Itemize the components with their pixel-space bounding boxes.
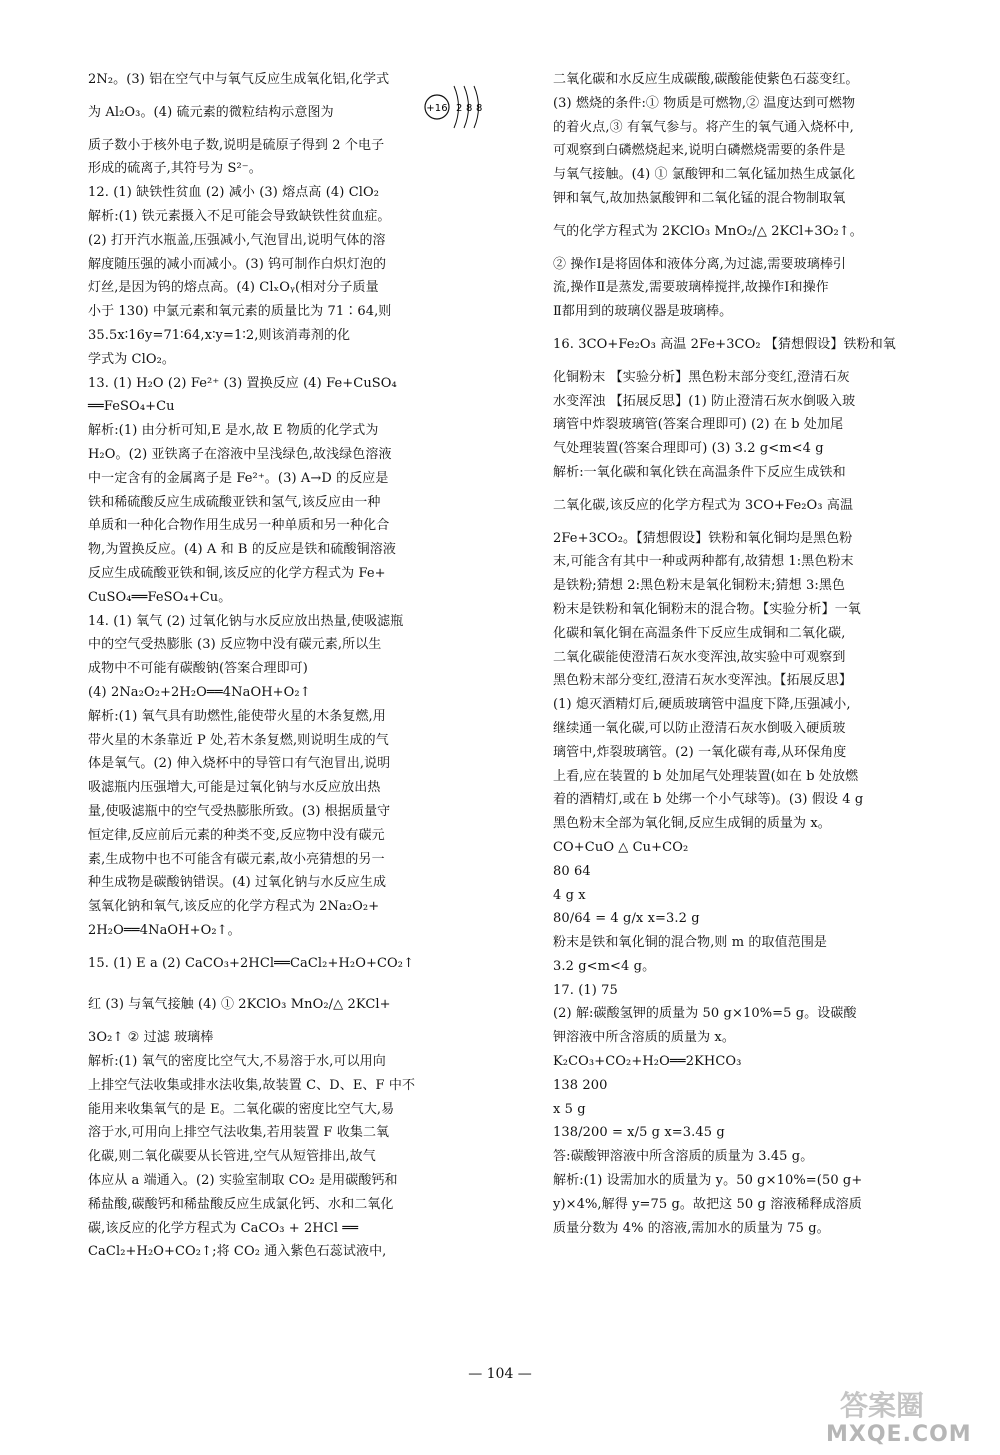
page-number: — 104 — (468, 1366, 532, 1382)
electron-count: 8 (466, 102, 473, 114)
left-line-47: CaCl₂+H₂O+CO₂↑;将 CO₂ 通入紫色石蕊试液中, (88, 1244, 387, 1260)
left-line-39: 解析:(1) 氧气的密度比空气大,不易溶于水,可以用向 (88, 1054, 386, 1070)
left-line-16: 中一定含有的金属离子是 Fe²⁺。(3) A→D 的反应是 (88, 470, 389, 486)
right-line-8: 流,操作Ⅱ是蒸发,需要玻璃棒搅拌,故操作Ⅰ和操作 (553, 280, 829, 296)
left-line-34: 氢氧化钠和氧气,该反应的化学方程式为 2Na₂O₂+ (88, 899, 380, 915)
left-line-0: 2N₂。(3) 铝在空气中与氧气反应生成氧化铝,化学式 (88, 72, 390, 87)
left-line-4: 12. (1) 缺铁性贫血 (2) 减小 (3) 熔点高 (4) ClO₂ (88, 185, 380, 201)
left-line-36: 15. (1) E a (2) CaCO₃+2HCl══CaCl₂+H₂O+CO₂↑ (88, 955, 415, 971)
left-line-22: 14. (1) 氧气 (2) 过氧化钠与水反应放出热量,使吸滤瓶 (88, 613, 404, 629)
right-line-21: 化碳和氧化铜在高温条件下反应生成铜和二氧化碳, (553, 625, 846, 641)
right-line-43: 答:碳酸钾溶液中所含溶质的质量为 3.45 g。 (553, 1149, 814, 1165)
right-line-32: 4 g x (553, 887, 586, 903)
right-line-5: 钾和氧气,故加热氯酸钾和二氧化锰的混合物制取氧 (553, 190, 846, 206)
left-line-11: 学式为 ClO₂。 (88, 351, 176, 367)
right-line-46: 质量分数为 4% 的溶液,需加水的质量为 75 g。 (553, 1220, 830, 1236)
left-line-31: 恒定律,反应前后元素的种类不变,反应物中没有碳元 (88, 827, 385, 843)
left-line-10: 35.5x∶16y=71∶64,x∶y=1∶2,则该消毒剂的化 (88, 327, 351, 343)
right-line-37: (2) 解:碳酸氢钾的质量为 50 g×10%=5 g。设碳酸 (553, 1006, 857, 1022)
left-line-8: 灯丝,是因为钨的熔点高。(4) ClₓOᵧ(相对分子质量 (88, 280, 379, 296)
left-line-30: 量,使吸滤瓶中的空气受热膨胀所致。(3) 根据质量守 (88, 803, 391, 819)
right-line-29: 黑色粉末全部为氧化铜,反应生成铜的质量为 x。 (553, 816, 831, 832)
right-line-42: 138/200 = x/5 g x=3.45 g (553, 1125, 725, 1141)
left-line-6: (2) 打开汽水瓶盖,压强减小,气泡冒出,说明气体的溶 (88, 232, 386, 248)
right-line-4: 与氧气接触。(4) ① 氯酸钾和二氧化锰加热生成氯化 (553, 167, 856, 183)
right-line-38: 钾溶液中所含溶质的质量为 x。 (553, 1030, 735, 1046)
left-line-3: 形成的硫离子,其符号为 S²⁻。 (88, 161, 262, 177)
left-line-41: 能用来收集氧气的是 E。二氧化碳的密度比空气大,易 (88, 1101, 395, 1117)
right-line-26: 璃管中,炸裂玻璃管。(2) 一氧化碳有毒,从环保角度 (553, 744, 847, 760)
right-line-20: 粉末是铁粉和氧化铜粉末的混合物。【实验分析】一氧 (553, 601, 861, 617)
left-line-13: ══FeSO₄+Cu (88, 399, 175, 415)
right-line-9: Ⅱ都用到的玻璃仪器是玻璃棒。 (553, 304, 733, 320)
right-line-36: 17. (1) 75 (553, 982, 618, 998)
right-line-28: 着的酒精灯,或在 b 处绑一个小气球等)。(3) 假设 4 g (553, 792, 864, 808)
right-line-35: 3.2 g<m<4 g。 (553, 958, 656, 974)
right-line-19: 是铁粉;猜想 2:黑色粉末是氧化铜粉末;猜想 3:黑色 (553, 578, 846, 594)
right-line-3: 可观察到白磷燃烧起来,说明白磷燃烧需要的条件是 (553, 143, 846, 159)
left-line-33: 种生成物是碳酸钠错误。(4) 过氧化钠与水反应生成 (88, 875, 387, 891)
right-line-6: 气的化学方程式为 2KClO₃ MnO₂/△ 2KCl+3O₂↑。 (553, 223, 863, 239)
right-line-34: 粉末是铁和氧化铜的混合物,则 m 的取值范围是 (553, 935, 828, 951)
right-line-16: 二氧化碳,该反应的化学方程式为 3CO+Fe₂O₃ 高温 (553, 497, 854, 513)
right-line-44: 解析:(1) 设需加水的质量为 y。50 g×10%=(50 g+ (553, 1173, 863, 1189)
electron-count: 2 (456, 102, 463, 114)
left-line-42: 溶于水,可用向上排空气法收集,若用装置 F 收集二氧 (88, 1125, 390, 1141)
left-line-28: 体是氧气。(2) 伸入烧杯中的导管口有气泡冒出,说明 (88, 756, 391, 772)
right-line-18: 末,可能含有其中一种或两种都有,故猜想 1:黑色粉末 (553, 554, 854, 570)
right-line-15: 解析:一氧化碳和氧化铁在高温条件下反应生成铁和 (553, 464, 846, 480)
left-line-32: 素,生成物中也不可能含有碳元素,故小亮猜想的另一 (88, 851, 385, 867)
left-line-9: 小于 130) 中氯元素和氧元素的质量比为 71∶64,则 (88, 304, 392, 320)
left-line-23: 中的空气受热膨胀 (3) 反应物中没有碳元素,所以生 (88, 637, 382, 653)
right-line-40: 138 200 (553, 1077, 608, 1093)
right-line-31: 80 64 (553, 863, 591, 879)
left-line-43: 化碳,则二氧化碳要从长管进,空气从短管排出,故气 (88, 1149, 376, 1165)
left-line-29: 吸滤瓶内压强增大,可能是过氧化钠与水反应放出热 (88, 780, 381, 796)
left-line-45: 稀盐酸,碳酸钙和稀盐酸反应生成氯化钙、水和二氧化 (88, 1196, 394, 1212)
right-line-39: K₂CO₃+CO₂+H₂O══2KHCO₃ (553, 1054, 742, 1070)
left-line-12: 13. (1) H₂O (2) Fe²⁺ (3) 置换反应 (4) Fe+CuSO₄ (88, 375, 397, 391)
right-line-13: 璃管中炸裂玻璃管(答案合理即可) (2) 在 b 处加尾 (553, 417, 844, 433)
right-line-12: 水变浑浊 【拓展反思】(1) 防止澄清石灰水倒吸入玻 (553, 393, 856, 409)
right-line-0: 二氧化碳和水反应生成碳酸,碳酸能使紫色石蕊变红。 (553, 72, 859, 87)
left-line-17: 铁和稀硫酸反应生成硫酸亚铁和氢气,该反应由一种 (88, 494, 381, 510)
left-line-15: H₂O。(2) 亚铁离子在溶液中呈浅绿色,故浅绿色溶液 (88, 446, 392, 462)
left-line-20: 反应生成硫酸亚铁和铜,该反应的化学方程式为 Fe+ (88, 565, 386, 581)
right-line-33: 80/64 = 4 g/x x=3.2 g (553, 911, 700, 927)
left-line-24: 成物中不可能有碳酸钠(答案合理即可) (88, 661, 308, 677)
watermark-logo (822, 1384, 982, 1450)
right-line-23: 黑色粉末部分变红,澄清石灰水变浑浊。【拓展反思】 (553, 673, 853, 689)
right-line-1: (3) 燃烧的条件:① 物质是可燃物,② 温度达到可燃物 (553, 95, 856, 111)
right-line-11: 化铜粉末 【实验分析】黑色粉末部分变红,澄清石灰 (553, 369, 850, 385)
right-line-45: y)×4%,解得 y=75 g。故把这 50 g 溶液稀释成溶质 (553, 1196, 862, 1212)
right-line-41: x 5 g (553, 1101, 586, 1117)
right-line-22: 二氧化碳能使澄清石灰水变浑浊,故实验中可观察到 (553, 649, 846, 665)
left-column (88, 70, 483, 1266)
sulfur-atom-diagram (424, 78, 486, 136)
left-line-37: 红 (3) 与氧气接触 (4) ① 2KClO₃ MnO₂/△ 2KCl+ (88, 997, 391, 1013)
electron-count: 8 (476, 102, 483, 114)
right-line-10: 16. 3CO+Fe₂O₃ 高温 2Fe+3CO₂ 【猜想假设】铁粉和氧 (553, 336, 896, 352)
left-line-25: (4) 2Na₂O₂+2H₂O══4NaOH+O₂↑ (88, 684, 311, 700)
left-line-1: 为 Al₂O₃。(4) 硫元素的微粒结构示意图为 +16 2 8 8 (88, 94, 480, 132)
left-line-44: 体应从 a 端通入。(2) 实验室制取 CO₂ 是用碳酸钙和 (88, 1173, 398, 1189)
left-line-26: 解析:(1) 氧气具有助燃性,能使带火星的木条复燃,用 (88, 708, 386, 724)
right-line-30: CO+CuO △ Cu+CO₂ (553, 839, 689, 855)
left-line-7: 解度随压强的减小而减小。(3) 钨可制作白炽灯泡的 (88, 256, 387, 272)
left-line-46: 碳,该反应的化学方程式为 CaCO₃ + 2HCl ══ (88, 1220, 359, 1236)
right-column (553, 70, 945, 1242)
right-line-24: (1) 熄灭酒精灯后,硬质玻璃管中温度下降,压强减小, (553, 697, 851, 713)
left-line-21: CuSO₄══FeSO₄+Cu。 (88, 589, 232, 605)
watermark-bottom-text: MXQE.COM (826, 1422, 972, 1447)
left-line-19: 物,为置换反应。(4) A 和 B 的反应是铁和硫酸铜溶液 (88, 542, 396, 558)
left-line-40: 上排空气法收集或排水法收集,故装置 C、D、E、F 中不 (88, 1077, 416, 1093)
right-line-7: ② 操作Ⅰ是将固体和液体分离,为过滤,需要玻璃棒引 (553, 256, 847, 272)
left-line-18: 单质和一种化合物作用生成另一种单质和另一种化合 (88, 518, 390, 534)
right-line-25: 继续通一氧化碳,可以防止澄清石灰水倒吸入硬质玻 (553, 720, 846, 736)
right-line-2: 的着火点,③ 有氧气参与。将产生的氧气通入烧杯中, (553, 119, 854, 135)
right-line-14: 气处理装置(答案合理即可) (3) 3.2 g<m<4 g (553, 441, 824, 457)
right-line-17: 2Fe+3CO₂。【猜想假设】铁粉和氧化铜均是黑色粉 (553, 530, 853, 546)
left-line-27: 带火星的木条靠近 P 处,若木条复燃,则说明生成的气 (88, 732, 389, 748)
right-line-27: 上看,应在装置的 b 处加尾气处理装置(如在 b 处放燃 (553, 768, 859, 784)
left-line-38: 3O₂↑ ② 过滤 玻璃棒 (88, 1030, 214, 1046)
left-line-5: 解析:(1) 铁元素摄入不足可能会导致缺铁性贫血症。 (88, 208, 391, 224)
watermark-top-text: 答案圈 (840, 1389, 925, 1422)
left-line-35: 2H₂O══4NaOH+O₂↑。 (88, 922, 241, 938)
nucleus-label: +16 (426, 102, 448, 114)
left-line-2: 质子数小于核外电子数,说明是硫原子得到 2 个电子 (88, 137, 385, 153)
left-line-14: 解析:(1) 由分析可知,E 是水,故 E 物质的化学式为 (88, 423, 379, 439)
